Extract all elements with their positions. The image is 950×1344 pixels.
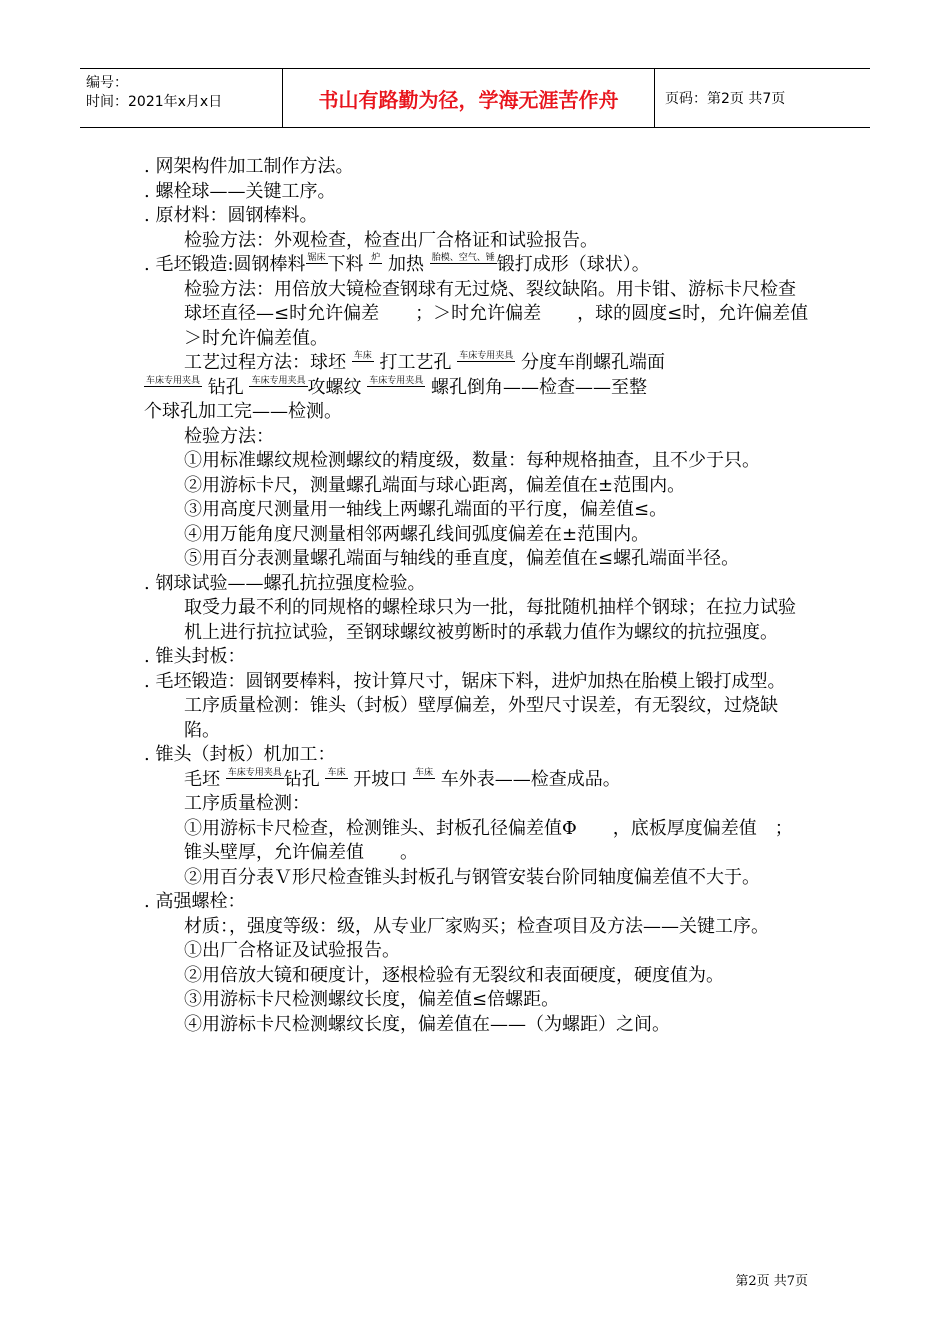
inspection-item: ①用标准螺纹规检测螺纹的精度级，数量：每种规格抽查，且不少于只。 [184, 450, 760, 471]
process-tool-label: 车床专用夹具 [459, 351, 514, 361]
process-tool-label: 车床 [353, 351, 372, 361]
forge-text: 下料 [327, 254, 364, 275]
cone-qc-item: ②用百分表Ｖ形尺检查锥头封板孔与钢管安装台阶同轴度偏差值不大于。 [184, 866, 760, 888]
document-body [144, 155, 810, 1037]
section-line: . 螺栓球——关键工序。 [144, 180, 336, 202]
time-label: 时间：2021年x月x日 [86, 94, 223, 110]
page-footer: 第2页 共7页 [735, 1274, 808, 1289]
process-text: 工艺过程方法：球坯 [184, 352, 346, 373]
process-text: 打工艺孔 [379, 352, 452, 373]
machining-text: 开坡口 [353, 768, 408, 790]
machining-tool-label: 车床专用夹具 [227, 767, 282, 778]
process-tool-label: 车床专用夹具 [146, 375, 201, 386]
section-line: . 高强螺栓： [144, 891, 246, 912]
forge-text: . 毛坯锻造:圆钢棒料 [144, 254, 306, 275]
number-label: 编号： [86, 75, 128, 91]
process-line [144, 351, 810, 376]
process-line [144, 376, 810, 401]
inspection-line: 检验方法：外观检查，检查出厂合格证和试验报告。 [184, 229, 598, 251]
section-line: . 钢球试验——螺孔抗拉强度检验。 [144, 572, 426, 594]
inspection-item: ③用高度尺测量用一轴线上两螺孔端面的平行度，偏差值≤。 [184, 499, 668, 520]
inspection-item: ④用万能角度尺测量相邻两螺孔线间弧度偏差在±范围内。 [184, 523, 650, 545]
cone-machining-line [144, 768, 810, 793]
process-text: 分度车削螺孔端面 [520, 352, 665, 373]
forge-text: 锻打成形（球状）。 [496, 254, 650, 275]
section-line: . 原材料：圆钢棒料。 [144, 205, 318, 226]
section-line: . 锥头（封板）机加工： [144, 744, 336, 765]
section-line: . 锥头封板： [144, 646, 246, 667]
process-text: 攻螺纹 [307, 376, 362, 398]
forge-tool-label: 锯床 [307, 253, 326, 263]
motto-text: 书山有路勤为径，学海无涯苦作舟 [318, 87, 619, 112]
section-line: . 网架构件加工制作方法。 [144, 156, 354, 177]
header-motto-cell [283, 69, 655, 127]
cone-forge-paragraph: . 毛坯锻造：圆钢要棒料，按计算尺寸，锯床下料，进炉加热在胎模上锻打成型。 [144, 670, 786, 692]
machining-tool-label: 车床 [327, 767, 346, 778]
process-text: 钻孔 [207, 376, 244, 398]
machining-text: 毛坯 [184, 768, 220, 790]
machining-tool-label: 车床 [414, 767, 433, 778]
document-header [80, 68, 870, 128]
forge-process-line [144, 253, 810, 278]
forge-tool-label: 胎模、空气、锤 [431, 253, 495, 263]
bolt-item: ④用游标卡尺检测螺纹长度，偏差值在——（为螺距）之间。 [184, 1013, 670, 1035]
inspection-paragraph: 检验方法：用倍放大镜检查钢球有无过烧、裂纹缺陷。用卡钳、游标卡尺检查球坯直径—≤时允许偏差 ；＞时允许偏差 ，球的圆度≤时，允许偏差值＞时允许偏差值。 [184, 278, 809, 349]
page-label: 页码：第2页 共7页 [665, 91, 786, 107]
machining-text: 车外表——检查成品。 [440, 768, 621, 790]
bolt-item: ③用游标卡尺检测螺纹长度，偏差值≤倍螺距。 [184, 989, 560, 1010]
machining-text: 钻孔 [283, 768, 320, 790]
process-tool-label: 车床专用夹具 [251, 375, 306, 386]
bolt-item: ①出厂合格证及试验报告。 [184, 940, 400, 961]
bolt-paragraph: 材质：，强度等级：级，从专业厂家购买；检查项目及方法——关键工序。 [184, 915, 769, 937]
cone-qc-title: 工序质量检测： [184, 793, 310, 814]
forge-text: 加热 [388, 254, 425, 275]
process-tool-label: 车床专用夹具 [369, 375, 424, 386]
cone-quality-paragraph: 工序质量检测：锥头（封板）壁厚偏差，外型尺寸误差，有无裂纹，过烧缺陷。 [184, 695, 778, 741]
bolt-item: ②用倍放大镜和硬度计，逐根检验有无裂纹和表面硬度，硬度值为。 [184, 964, 724, 986]
header-left-cell [80, 69, 283, 127]
cone-qc-item: ①用游标卡尺检查，检测锥头、封板孔径偏差值Φ ，底板厚度偏差值 ； 锥头壁厚，允许偏差值 。 [184, 817, 802, 863]
inspection-item: ⑤用百分表测量螺孔端面与轴线的垂直度，偏差值在≤螺孔端面半径。 [184, 548, 740, 569]
process-text: 螺孔倒角——检查——至整 [430, 376, 647, 398]
inspection-item: ②用游标卡尺，测量螺孔端面与球心距离，偏差值在±范围内。 [184, 474, 686, 496]
inspection-title: 检验方法： [184, 425, 274, 447]
process-line: 个球孔加工完——检测。 [144, 401, 342, 422]
forge-tool-label: 炉 [371, 253, 381, 263]
steel-test-paragraph: 取受力最不利的同规格的螺栓球只为一批，每批随机抽样个钢球；在拉力试验机上进行抗拉试验，至钢球螺纹被剪断时的承载力值作为螺纹的抗拉强度。 [184, 597, 796, 643]
